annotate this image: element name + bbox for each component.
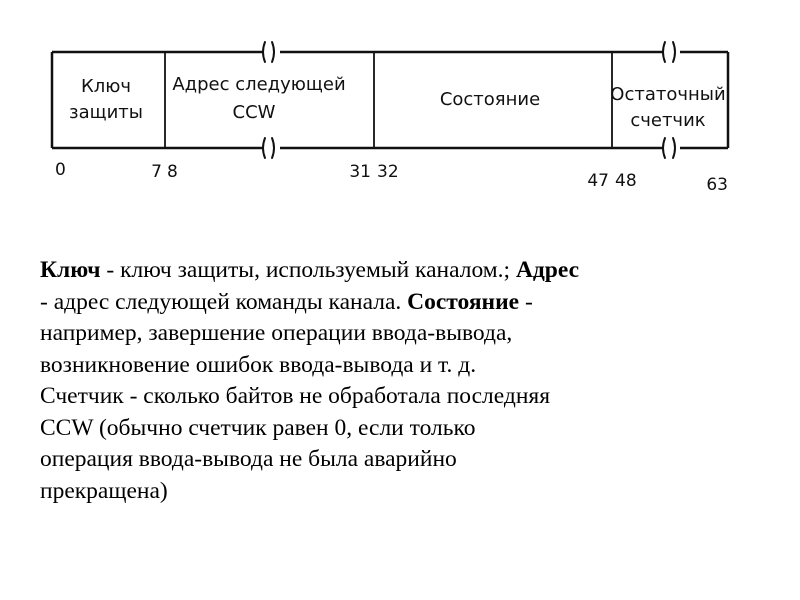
term-address: Адрес (515, 257, 580, 283)
field-counter-line1: Остаточный (610, 84, 726, 105)
bit-label-31: 31 (349, 162, 371, 182)
field-counter-line2: счетчик (630, 110, 706, 131)
term-status: Состояние (407, 288, 520, 315)
bit-label-8: 8 (167, 162, 178, 182)
description-line-2-text: - адрес следующей команды канала. (40, 288, 408, 315)
description-line-2-tail: - (519, 288, 533, 315)
bit-label-7: 7 (151, 162, 162, 182)
description-line-1 (40, 255, 760, 287)
bit-label-47: 47 (587, 171, 609, 191)
field-status: Состояние (439, 89, 541, 110)
break-mark-bottom-address (263, 138, 274, 158)
description-line-5: Счетчик - сколько байтов не обработала последняя (40, 383, 551, 409)
description-line-4: возникновение ошибок ввода-вывода и т. д. (40, 351, 477, 378)
bit-label-48: 48 (615, 171, 637, 191)
bit-label-63: 63 (706, 175, 728, 195)
bit-label-32: 32 (377, 162, 399, 182)
ccw-format-diagram (0, 0, 800, 215)
field-address-line2: CCW (232, 102, 276, 123)
field-key-line1: Ключ (80, 76, 132, 97)
description-line-7: операция ввода-вывода не была аварийно (40, 446, 457, 472)
description-line-8: прекращена) (40, 477, 168, 504)
description-line-1-text: - ключ защиты, используемый каналом.; (100, 257, 516, 283)
break-mark-top-address (263, 42, 274, 62)
description-line-3: например, завершение операции ввода-вывода, (40, 320, 513, 346)
field-description-text (40, 255, 760, 507)
description-line-6: CCW (обычно счетчик равен 0, если только (40, 414, 476, 441)
description-line-2 (40, 287, 760, 319)
field-address-line1: Адрес следующей (172, 74, 346, 95)
break-mark-bottom-counter (663, 138, 675, 158)
bit-label-0: 0 (55, 160, 66, 180)
break-mark-top-counter (663, 42, 675, 62)
field-key-line2: защиты (69, 102, 143, 123)
term-key: Ключ (40, 257, 101, 283)
